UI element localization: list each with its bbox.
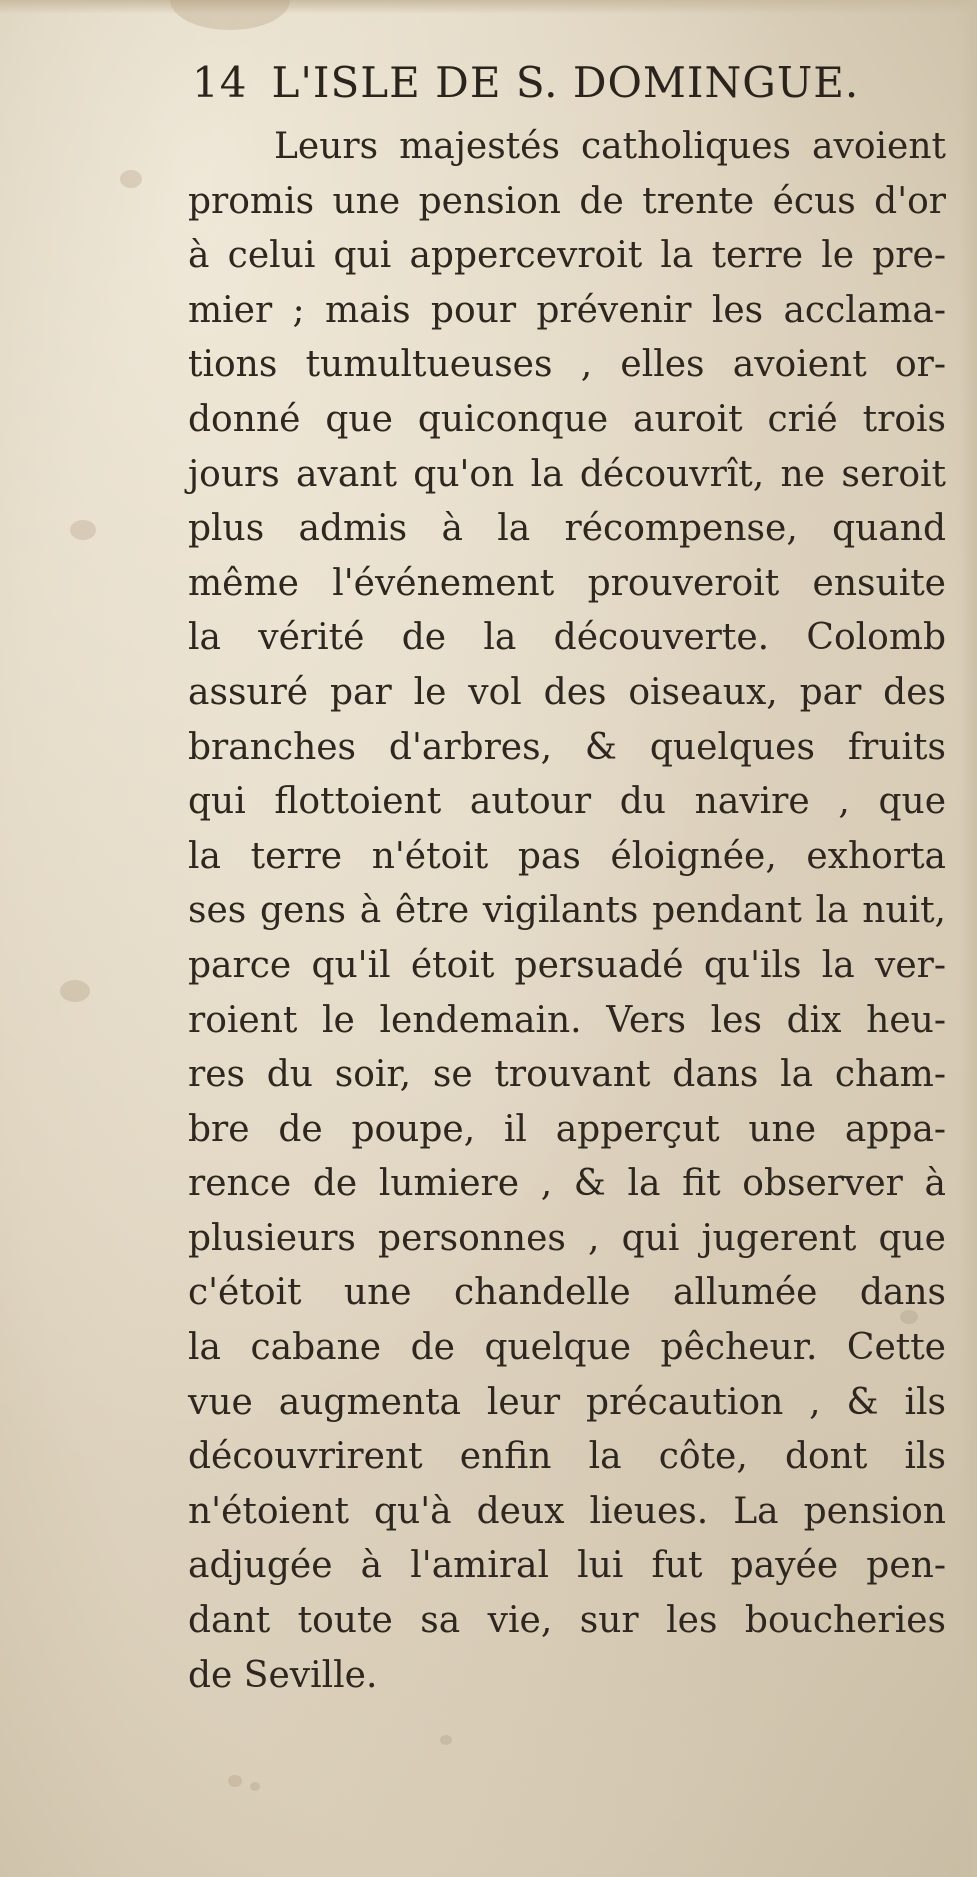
text-line: rence de lumiere , & la fit observer à: [188, 1163, 946, 1205]
text-line: jours avant qu'on la découvrît, ne seroit: [188, 453, 946, 495]
foxing-spot: [60, 980, 90, 1002]
text-line: parce qu'il étoit persuadé qu'ils la ver-: [188, 944, 946, 986]
text-line: plus admis à la récompense, quand: [188, 508, 946, 550]
text-line: roient le lendemain. Vers les dix heu-: [188, 999, 946, 1041]
text-line: dant toute sa vie, sur les boucheries: [188, 1600, 946, 1642]
text-line: vue augmenta leur précaution , & ils: [188, 1381, 946, 1423]
text-line: la terre n'étoit pas éloignée, exhorta: [188, 835, 946, 877]
running-title: L'ISLE DE S. DOMINGUE.: [271, 58, 860, 107]
text-line: à celui qui appercevroit la terre le pre-: [188, 235, 946, 277]
text-line: branches d'arbres, & quelques fruits: [188, 726, 946, 768]
paper-tab-shadow: [170, 0, 290, 30]
page-number: 14: [192, 58, 248, 107]
text-line: mier ; mais pour prévenir les acclama-: [188, 289, 946, 331]
text-line: c'étoit une chandelle allumée dans: [188, 1272, 946, 1314]
text-line: découvrirent enfin la côte, dont ils: [188, 1436, 946, 1478]
text-line: assuré par le vol des oiseaux, par des: [188, 671, 946, 713]
foxing-spot: [228, 1775, 242, 1787]
page-edge-right: [959, 0, 977, 1877]
text-line: plusieurs personnes , qui jugerent que: [188, 1217, 946, 1259]
foxing-spot: [120, 170, 142, 188]
page-edge-top: [0, 0, 977, 14]
running-header: [192, 58, 952, 107]
text-line: promis une pension de trente écus d'or: [188, 180, 946, 222]
text-line: la cabane de quelque pêcheur. Cette: [188, 1327, 946, 1369]
text-line: n'étoient qu'à deux lieues. La pension: [188, 1490, 946, 1532]
text-line: res du soir, se trouvant dans la cham-: [188, 1054, 946, 1096]
text-line: tions tumultueuses , elles avoient or-: [188, 344, 946, 386]
text-line: adjugée à l'amiral lui fut payée pen-: [188, 1545, 946, 1587]
foxing-spot: [70, 520, 96, 540]
foxing-spot: [440, 1735, 452, 1745]
text-line: donné que quiconque auroit crié trois: [188, 398, 946, 440]
text-line: Leurs majestés catholiques avoient: [274, 126, 946, 167]
text-line: de Seville.: [188, 1654, 378, 1696]
text-line: la vérité de la découverte. Colomb: [188, 617, 946, 659]
text-line: qui flottoient autour du navire , que: [188, 781, 946, 823]
body-text: [188, 120, 946, 1703]
text-line: ses gens à être vigilants pendant la nuit,: [188, 890, 946, 932]
text-line: bre de poupe, il apperçut une appa-: [188, 1108, 946, 1150]
text-line: même l'événement prouveroit ensuite: [188, 562, 946, 604]
foxing-spot: [250, 1782, 260, 1791]
